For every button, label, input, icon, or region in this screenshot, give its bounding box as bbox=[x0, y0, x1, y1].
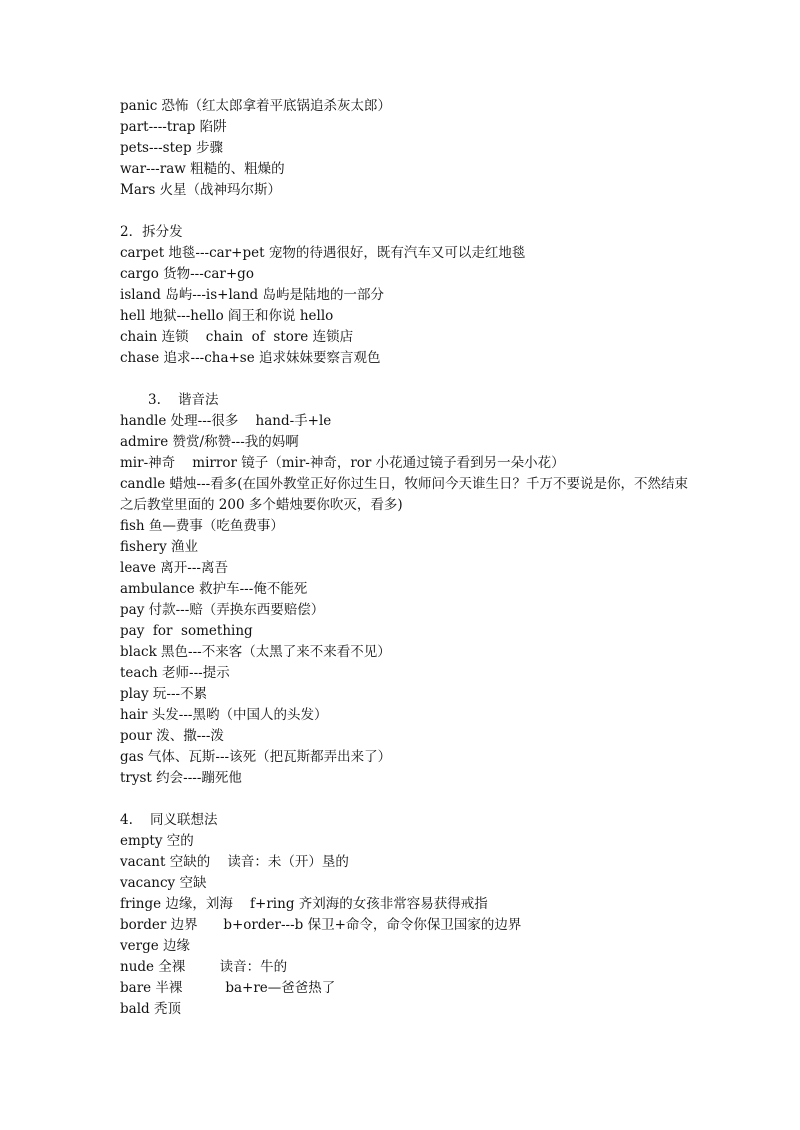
text-line: pay 付款---赔（弄换东西要赔偿） bbox=[120, 602, 325, 618]
text-line: chase 追求---cha+se 追求妹妹要察言观色 bbox=[120, 350, 381, 366]
text-line: bare 半裸 ba+re—爸爸热了 bbox=[120, 980, 336, 996]
text-line: verge 边缘 bbox=[120, 938, 190, 954]
section-heading: 3. 谐音法 bbox=[148, 392, 219, 408]
text-line: hair 头发---黑哟（中国人的头发） bbox=[120, 707, 328, 723]
text-line: fringe 边缘，刘海 f+ring 齐刘海的女孩非常容易获得戒指 bbox=[120, 896, 488, 912]
paragraph-gap bbox=[120, 789, 690, 810]
section-heading: 2．拆分发 bbox=[120, 224, 183, 240]
text-line: pay for something bbox=[120, 623, 253, 639]
text-line: panic 恐怖（红太郎拿着平底锅追杀灰太郎） bbox=[120, 98, 392, 114]
text-line: tryst 约会----蹦死他 bbox=[120, 770, 242, 786]
paragraph-gap bbox=[120, 369, 690, 390]
text-line: island 岛屿---is+land 岛屿是陆地的一部分 bbox=[120, 287, 384, 303]
text-line: leave 离开---离吾 bbox=[120, 560, 228, 576]
text-line: candle 蜡烛---看多(在国外教堂正好你过生日，牧师问今天谁生日？千万不要说是你，不然结束之后教堂里面的 200 多个蜡烛要你吹灭，看多) bbox=[120, 476, 688, 513]
section-heading: 4. 同义联想法 bbox=[120, 812, 218, 828]
text-line: part----trap 陷阱 bbox=[120, 119, 227, 135]
paragraph-gap bbox=[120, 201, 690, 222]
text-line: cargo 货物---car+go bbox=[120, 266, 254, 282]
text-line: black 黑色---不来客（太黑了来不来看不见） bbox=[120, 644, 391, 660]
text-line: vacancy 空缺 bbox=[120, 875, 207, 891]
text-line: fishery 渔业 bbox=[120, 539, 198, 555]
text-line: gas 气体、瓦斯---该死（把瓦斯都弄出来了） bbox=[120, 749, 392, 765]
text-line: play 玩---不累 bbox=[120, 686, 208, 702]
text-line: pets---step 步骤 bbox=[120, 140, 223, 156]
text-line: ambulance 救护车---俺不能死 bbox=[120, 581, 308, 597]
text-line: mir-神奇 mirror 镜子（mir-神奇，ror 小花通过镜子看到另一朵小花） bbox=[120, 455, 565, 471]
text-line: vacant 空缺的 读音：未（开）垦的 bbox=[120, 854, 349, 870]
document-body bbox=[120, 96, 690, 1020]
text-line: war---raw 粗糙的、粗燥的 bbox=[120, 161, 285, 177]
text-line: pour 泼、撒---泼 bbox=[120, 728, 224, 744]
text-line: bald 秃顶 bbox=[120, 1001, 181, 1017]
text-line: hell 地狱---hello 阎王和你说 hello bbox=[120, 308, 334, 324]
text-line: chain 连锁 chain of store 连锁店 bbox=[120, 329, 354, 345]
text-line: Mars 火星（战神玛尔斯） bbox=[120, 182, 282, 198]
text-line: teach 老师---提示 bbox=[120, 665, 230, 681]
text-line: carpet 地毯---car+pet 宠物的待遇很好，既有汽车又可以走红地毯 bbox=[120, 245, 526, 261]
text-line: fish 鱼—费事（吃鱼费事） bbox=[120, 518, 284, 534]
text-line: handle 处理---很多 hand-手+le bbox=[120, 413, 332, 429]
text-line: empty 空的 bbox=[120, 833, 194, 849]
text-line: nude 全裸 读音：牛的 bbox=[120, 959, 288, 975]
text-line: border 边界 b+order---b 保卫+命令，命令你保卫国家的边界 bbox=[120, 917, 522, 933]
text-line: admire 赞赏/称赞---我的妈啊 bbox=[120, 434, 299, 450]
